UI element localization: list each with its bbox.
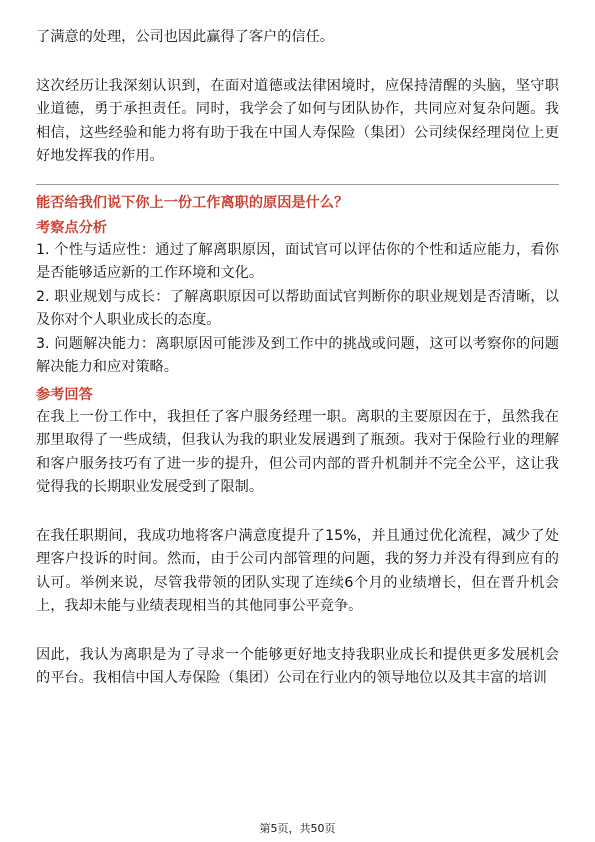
analysis-item-3: 3. 问题解决能力：离职原因可能涉及到工作中的挑战或问题，这可以考察你的问题解决能力和应对策略。 [36,335,559,375]
analysis-item-1: 1. 个性与适应性：通过了解离职原因，面试官可以评估你的个性和适应能力，看你是否能够适应新的工作环境和文化。 [36,241,559,281]
page-number: 第5页，共50页 [259,822,336,835]
answer-paragraph-2: 在我任职期间，我成功地将客户满意度提升了15%，并且通过优化流程，减少了处理客户投诉的时间。然而，由于公司内部管理的问题，我的努力并没有得到应有的认可。举例来说，尽管我带领的团队实现了连续6个月的业绩增长，但在晋升机会上，我却未能与业绩表现相当的其他同事公平竞争。 [36,527,559,614]
spacer [36,185,559,192]
analysis-item-2: 2. 职业规划与成长：了解离职原因可以帮助面试官判断你的职业规划是否清晰，以及你对个人职业成长的态度。 [36,288,559,328]
answer-heading: 参考回答 [36,386,93,403]
answer-paragraph-3: 因此，我认为离职是为了寻求一个能够更好地支持我职业成长和提供更多发展机会的平台。我相信中国人寿保险（集团）公司在行业内的领导地位以及其丰富的培训 [36,646,559,686]
spacer [36,50,559,75]
intro-paragraph-2: 这次经历让我深刻认识到，在面对道德或法律困境时，应保持清醒的头脑，坚守职业道德，勇于承担责任。同时，我学会了如何与团队协作，共同应对复杂问题。我相信，这些经验和能力将有助于我在中国人寿保险（集团）公司续保经理岗位上更好地发挥我的作用。 [36,77,559,164]
analysis-heading: 考察点分析 [36,219,107,236]
intro-paragraph-1: 了满意的处理，公司也因此赢得了客户的信任。 [36,29,334,45]
question-heading: 能否给我们说下你上一份工作离职的原因是什么？ [36,194,349,211]
spacer [36,500,559,525]
spacer [36,169,559,184]
document-page [36,26,559,691]
spacer [36,619,559,644]
answer-paragraph-1: 在我上一份工作中，我担任了客户服务经理一职。离职的主要原因在于，虽然我在那里取得了一些成绩，但我认为我的职业发展遇到了瓶颈。我对于保险行业的理解和客户服务技巧有了进一步的提升，但公司内部的晋升机制并不完全公平，这让我觉得我的长期职业发展受到了限制。 [36,408,559,495]
